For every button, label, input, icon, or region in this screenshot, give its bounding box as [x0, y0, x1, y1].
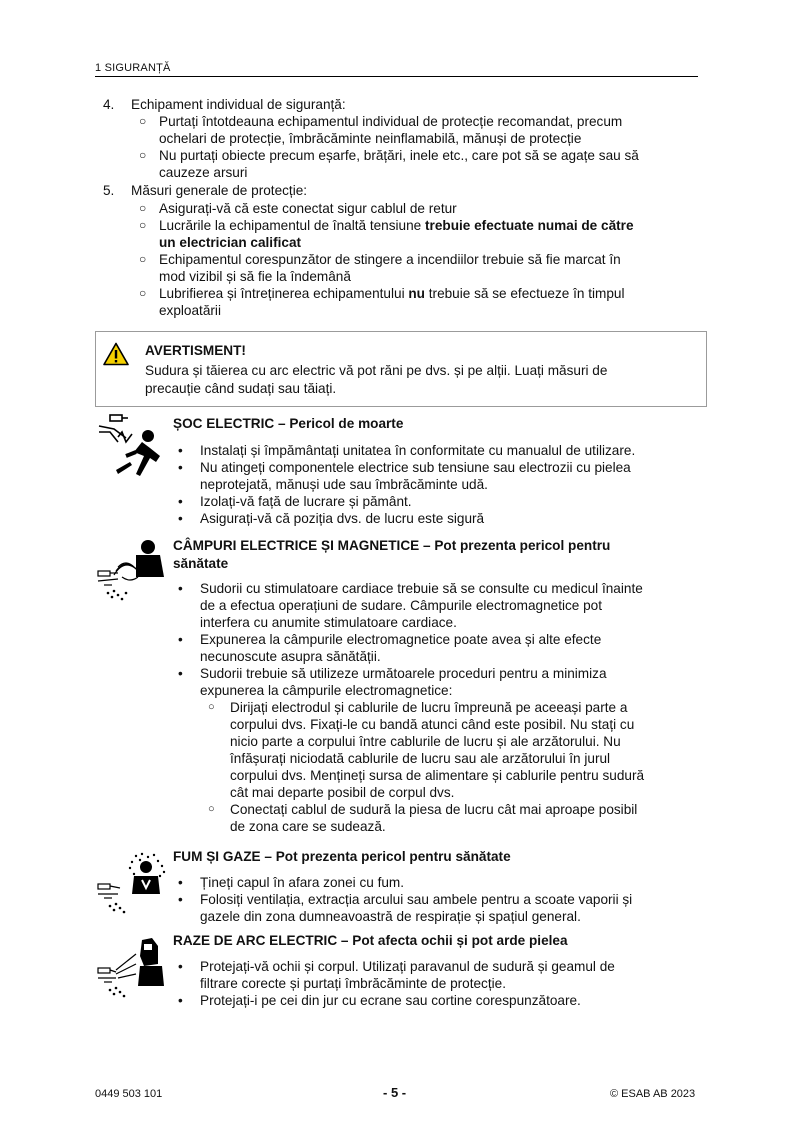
list-item: ○ Asigurați-vă că este conectat sigur cablul de retur: [139, 201, 457, 216]
list-item: • Sudorii cu stimulatoare cardiace trebuie să se consulte cu medicul înainte de a efectua operațiuni de sudare. Câmpurile electromagnetice pot interfera cu anumite stimulatoare cardiace.: [178, 581, 643, 630]
list-item: • Folosiți ventilația, extracția arcului sau ambele pentru a scoate vaporii și gazele din zona dumneavoastră de respirație și spațiul general.: [178, 892, 633, 924]
general-measures-list: [135, 200, 695, 319]
warning-text: Sudura și tăierea cu arc electric vă pot răni pe dvs. și pe alții. Luați măsuri de precauție când sudați sau tăiați.: [145, 363, 608, 396]
fumes-list: [178, 874, 698, 925]
list-item: • Nu atingeți componentele electrice sub tensiune sau electrozii cu pielea neprotejată, mănuși ude sau îmbrăcăminte udă.: [178, 460, 631, 492]
emf-list: [178, 580, 698, 835]
section-header: 1 SIGURANȚĂ: [95, 62, 171, 74]
arc-title: RAZE DE ARC ELECTRIC – Pot afecta ochii și pot arde pielea: [173, 933, 568, 948]
list-item: • Sudorii trebuie să utilizeze următoarele proceduri pentru a minimiza expunerea la câmpurile electromagnetice: ○ Dirijați electrodul și cablurile de lucru împreună pe aceeași parte a corpului dvs. Fixați-le cu bandă atunci când este posibil. Nu stați cu nicio parte a corpului între cablurile de lucru și ale arzătorului. Nu înfășurați niciodată cablurile de lucru sau ale arzătorului în jurul corpului dvs. Mențineți sursa de alimentare și cablurile pentru sudură cât mai departe posibil de corpul dvs. ○ Conectați cablul de sudură la piesa de lucru cât mai aproape posibil de zona care se sudează.: [178, 665, 698, 835]
ring-bullet: ○: [139, 148, 147, 162]
list-item: ○ Dirijați electrodul și cablurile de lucru împreună pe aceeași parte a corpului dvs. Fixați-le cu bandă atunci când este posibil. Nu stați cu nicio parte a corpului între cablurile de lucru și ale arzătorului. Nu înfășurați niciodată cablurile de lucru sau ale arzătorului în jurul corpului dvs. Mențineți sursa de alimentare și cablurile pentru sudură cât mai departe posibil de corpul dvs.: [208, 700, 645, 800]
page-number: - 5 -: [383, 1085, 407, 1100]
list-item: ○ Purtați întotdeauna echipamentul individual de protecție recomandat, precum ochelari de protecție, îmbrăcăminte neinflamabilă, mănuși de protecție: [139, 114, 623, 146]
list-item: • Expunerea la câmpurile electromagnetice poate avea și alte efecte necunoscute asupra sănătății.: [178, 632, 602, 664]
arc-list: [178, 958, 698, 1009]
warning-triangle-icon: [103, 342, 129, 366]
emf-sublist: [200, 699, 698, 835]
ring-bullet: ○: [139, 114, 147, 128]
arc-rays-icon: [96, 934, 168, 1000]
list-item: ○ Nu purtați obiecte precum eșarfe, brățări, inele etc., care pot să se agațe sau să cauzeze arsuri: [139, 148, 639, 180]
shock-title: ȘOC ELECTRIC – Pericol de moarte: [173, 416, 404, 431]
list-item: • Izolați-vă față de lucrare și pământ.: [178, 494, 412, 509]
warning-title: AVERTISMENT!: [145, 343, 246, 358]
document-number: 0449 503 101: [95, 1088, 163, 1100]
list-item: • Instalați și împământați unitatea în conformitate cu manualul de utilizare.: [178, 443, 636, 458]
list-item: ○ Conectați cablul de sudură la piesa de lucru cât mai aproape posibil de zona care se sudează.: [208, 802, 638, 834]
fumes-title: FUM ȘI GAZE – Pot prezenta pericol pentru sănătate: [173, 849, 511, 864]
item-number: 4.: [103, 97, 115, 112]
copyright: © ESAB AB 2023: [610, 1088, 696, 1100]
item-title: Echipament individual de siguranță:: [131, 97, 346, 112]
list-item: • Asigurați-vă că poziția dvs. de lucru este sigură: [178, 511, 485, 526]
list-item: ○ Lubrifierea și întreținerea echipamentului nu trebuie să se efectueze în timpul exploatării: [139, 286, 625, 318]
shock-list: [178, 442, 698, 527]
electric-shock-icon: [96, 412, 168, 484]
list-item: • Protejați-i pe cei din jur cu ecrane sau cortine corespunzătoare.: [178, 993, 581, 1008]
list-item: ○ Echipamentul corespunzător de stingere a incendiilor trebuie să fie marcat în mod vizibil și să fie la îndemână: [139, 252, 621, 284]
list-item: ○ Lucrările la echipamentul de înaltă tensiune trebuie efectuate numai de către un electrician calificat: [139, 218, 634, 250]
list-item: • Țineți capul în afara zonei cu fum.: [178, 875, 405, 890]
header-rule: [95, 76, 698, 77]
fumes-gases-icon: [96, 850, 168, 916]
electromagnetic-field-icon: [96, 537, 168, 605]
ppe-list: [135, 113, 695, 181]
item-number: 5.: [103, 183, 115, 198]
list-item: • Protejați-vă ochii și corpul. Utilizați paravanul de sudură și geamul de filtrare corecte și purtați îmbrăcăminte de protecție.: [178, 959, 615, 991]
emf-title: CÂMPURI ELECTRICE ȘI MAGNETICE – Pot prezenta pericol pentru sănătate: [173, 538, 611, 571]
item-title: Măsuri generale de protecție:: [131, 183, 308, 198]
